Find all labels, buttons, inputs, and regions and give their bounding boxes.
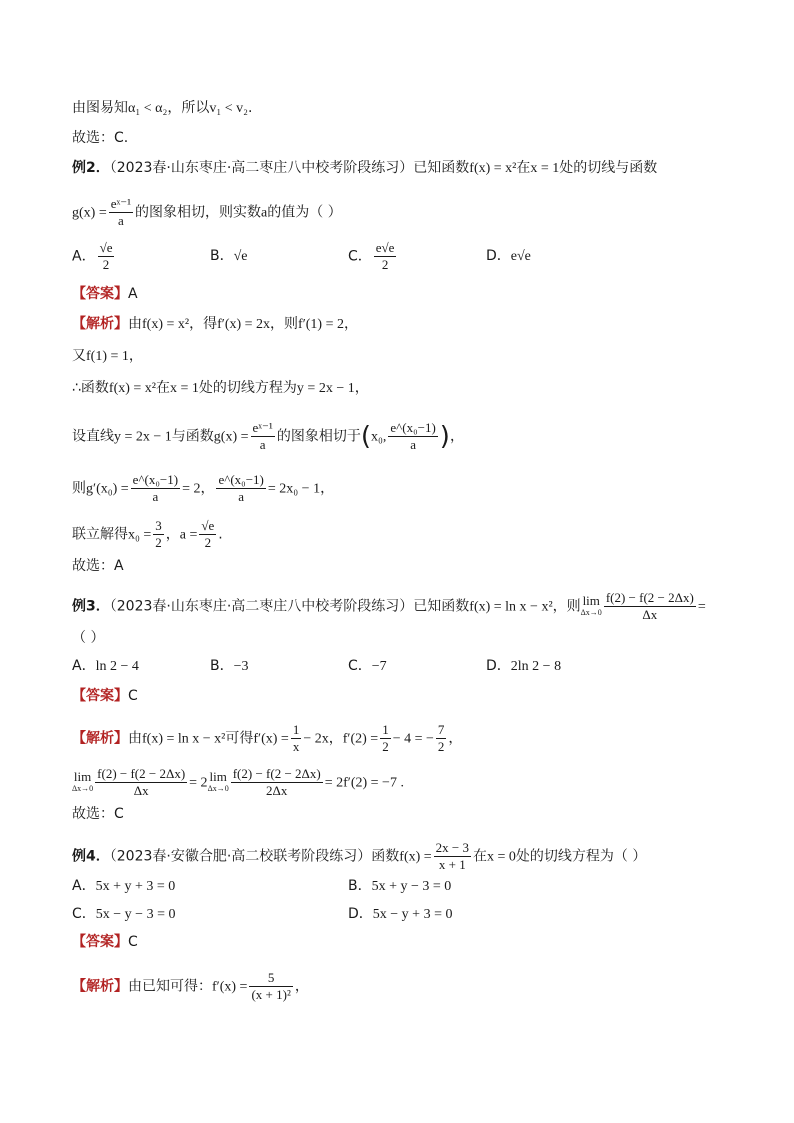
solution-line-4: [72, 420, 464, 453]
solution-line-2: [72, 766, 404, 799]
numerator: f(2) − f(2 − 2Δx): [97, 766, 186, 781]
lim-sub: Δx→0: [580, 607, 602, 617]
option-c[interactable]: [348, 656, 387, 677]
math: g(x) =: [213, 429, 249, 445]
text: 联立解得: [72, 526, 128, 543]
text: ，得: [189, 316, 218, 332]
option-label: C．: [72, 906, 96, 922]
solution-line-5: [72, 472, 334, 505]
text: ，: [449, 428, 464, 445]
numerator: 3: [155, 518, 162, 533]
fraction: [153, 518, 164, 551]
fraction: [95, 766, 187, 799]
denominator: 2: [102, 257, 110, 272]
option-b[interactable]: [210, 246, 248, 267]
text: ，则: [270, 316, 299, 332]
math-alpha: α₁ < α₂: [128, 101, 168, 116]
text: .: [218, 526, 223, 543]
limit: [72, 768, 94, 795]
option-c[interactable]: [72, 904, 175, 925]
answer-line: [72, 932, 138, 952]
option-label: B．: [210, 248, 234, 264]
math: f(x) = x²: [108, 381, 157, 396]
text: 在: [516, 160, 531, 176]
option-c[interactable]: [348, 240, 398, 273]
answer-label: 【答案】: [72, 688, 128, 704]
text: ，: [344, 316, 358, 332]
option-value: ln 2 − 4: [95, 659, 139, 674]
option-value: 5x + y − 3 = 0: [371, 879, 452, 894]
text: 由图易知: [72, 100, 128, 116]
numerator: e^(x₀−1): [390, 420, 436, 435]
fraction: [380, 722, 391, 755]
denominator: a: [410, 437, 416, 452]
numerator: 2x − 3: [435, 840, 470, 855]
text: 处的切线方程为（ ）: [515, 848, 647, 865]
answer-line: [72, 686, 138, 706]
math: x = 1: [530, 161, 560, 176]
fraction: [291, 722, 302, 755]
fraction: [604, 590, 696, 623]
math: f(x) = x²: [469, 161, 517, 176]
choice-text: 故选：A: [72, 558, 124, 574]
denominator: Δx: [133, 783, 149, 798]
math: a: [261, 205, 268, 221]
text: ，所以: [167, 100, 210, 116]
math: f′(2) =: [342, 731, 379, 747]
math: f′(x) =: [253, 731, 289, 747]
denominator: a: [238, 489, 245, 504]
denominator: x: [292, 739, 300, 754]
option-label: D．: [486, 658, 511, 674]
conclusion-line: [72, 98, 252, 119]
option-label: A．: [72, 658, 96, 674]
numerator: 1: [292, 722, 300, 737]
fraction: [388, 420, 437, 453]
numerator: f(2) − f(2 − 2Δx): [605, 590, 694, 605]
math: = 2: [182, 481, 201, 497]
math: = 2x₀ − 1: [267, 481, 321, 497]
math: g(x) =: [72, 205, 107, 221]
denominator: (x + 1)²: [251, 987, 291, 1002]
answer-line: [72, 284, 138, 304]
math: y = 2x − 1: [296, 381, 355, 396]
math: f(x) = ln x − x²: [469, 599, 553, 615]
example-source: （2023春·山东枣庄·高二枣庄八中校考阶段练习）已知函数: [109, 598, 470, 615]
option-a[interactable]: [72, 656, 139, 677]
option-a[interactable]: [72, 240, 116, 273]
solution-line-1: [72, 314, 358, 335]
denominator: 2: [204, 535, 212, 550]
math: f(x) = ln x − x²: [142, 731, 226, 747]
solution-line-6: [72, 518, 223, 551]
lim-sub: Δx→0: [207, 783, 229, 793]
lim-sub: Δx→0: [72, 783, 94, 793]
denominator: a: [152, 489, 159, 504]
text: 可得: [225, 730, 254, 747]
text: 在: [473, 848, 488, 865]
text: 的值为（ ）: [267, 204, 342, 221]
answer-label: 【答案】: [72, 934, 128, 950]
math: = 2: [189, 775, 208, 791]
limit: [580, 592, 602, 619]
solution-choice: [72, 556, 124, 576]
numerator: e^(x₀−1): [132, 472, 179, 487]
numerator: 1: [382, 722, 389, 737]
denominator: x + 1: [438, 857, 466, 872]
solution-choice: [72, 804, 124, 824]
lim-text: lim: [73, 768, 92, 784]
fraction: [109, 196, 133, 229]
text: 在: [156, 380, 171, 396]
option-value: −7: [371, 659, 387, 674]
numerator: 7: [437, 722, 445, 737]
text: ，: [320, 480, 335, 497]
math-v: v₁ < v₂: [209, 101, 248, 116]
text: ，: [200, 480, 215, 497]
text: 与函数: [171, 428, 214, 445]
math: x₀ =: [128, 527, 152, 543]
fraction: [216, 472, 265, 505]
fraction: [98, 240, 115, 273]
text: 处的切线与函数: [559, 160, 658, 176]
numerator: e^(x₀−1): [218, 472, 264, 487]
option-a[interactable]: [72, 876, 175, 897]
fraction: [251, 420, 275, 453]
example-source: （2023春·山东枣庄·高二枣庄八中校考阶段练习）已知函数: [109, 160, 470, 176]
example-2-line-2: [72, 196, 342, 229]
numerator: f(2) − f(2 − 2Δx): [232, 766, 321, 781]
option-value: √e: [233, 249, 248, 264]
answer-value: A: [128, 286, 138, 302]
text: 设直线: [72, 428, 114, 445]
paren: ): [439, 421, 450, 452]
text: 由: [128, 316, 142, 332]
example-2-heading: [72, 158, 657, 179]
option-value: 5x − y − 3 = 0: [95, 907, 176, 922]
analysis-label: 【解析】: [72, 316, 128, 332]
math: f′(x) = 2x: [217, 317, 271, 332]
solution-line-1: [72, 722, 462, 755]
math: = 2f′(2) = −7 .: [324, 775, 404, 791]
paren: (: [360, 421, 371, 452]
text: 由已知可得：: [128, 978, 212, 995]
math: − 2x: [303, 731, 329, 747]
option-label: D．: [486, 248, 511, 264]
numerator: √e: [99, 240, 113, 255]
choice-line: [72, 128, 128, 148]
example-label: 例3．: [72, 598, 110, 615]
option-label: C．: [348, 248, 372, 265]
option-label: A．: [72, 878, 96, 894]
example-3-paren: [72, 628, 104, 648]
option-label: C．: [348, 658, 372, 674]
text: ，则: [552, 598, 581, 615]
option-value: e√e: [510, 249, 531, 264]
text: .: [248, 100, 253, 116]
option-label: B．: [348, 878, 372, 894]
example-label: 例2．: [72, 160, 110, 176]
choice-text: 故选：C: [72, 806, 124, 822]
fraction: [249, 970, 292, 1003]
option-value: 5x − y + 3 = 0: [372, 907, 453, 922]
option-b[interactable]: [210, 656, 249, 677]
option-d[interactable]: [348, 904, 452, 925]
text: ，: [448, 730, 463, 747]
fraction: [434, 840, 471, 873]
option-value: 5x + y + 3 = 0: [95, 879, 176, 894]
text: ，: [294, 978, 309, 995]
solution-line-1: [72, 970, 309, 1003]
math: g′(x₀) =: [86, 481, 129, 497]
text: ，: [328, 730, 343, 747]
text: ，: [354, 380, 369, 396]
answer-value: C: [128, 934, 138, 950]
numerator: eˣ⁻¹: [252, 420, 273, 435]
example-4-heading: [72, 840, 646, 873]
option-label: B．: [210, 658, 234, 674]
numerator: eˣ⁻¹: [110, 196, 132, 211]
solution-line-3: [72, 378, 369, 399]
math: x = 0: [487, 849, 516, 865]
denominator: a: [117, 213, 124, 228]
denominator: 2: [382, 739, 389, 754]
denominator: Δx: [642, 607, 658, 622]
math: a =: [179, 527, 198, 543]
text: ∴函数: [72, 380, 109, 396]
fraction: [374, 240, 397, 273]
numerator: 5: [249, 970, 292, 987]
math: x = 1: [170, 381, 199, 396]
fraction: [199, 518, 216, 551]
option-b[interactable]: [348, 876, 451, 897]
solution-line-2: [72, 346, 143, 367]
choice-text: 故选：C.: [72, 130, 129, 146]
denominator: 2: [437, 739, 445, 754]
math: f′(x) =: [212, 979, 248, 995]
example-source: （2023春·安徽合肥·高二校联考阶段练习）函数: [109, 848, 400, 865]
math: f(x) = x²: [142, 317, 190, 332]
lim-text: lim: [209, 768, 227, 784]
math: x₀,: [370, 429, 387, 445]
lim-text: lim: [582, 592, 600, 608]
option-label: D．: [348, 906, 373, 922]
analysis-label: 【解析】: [72, 730, 128, 747]
text: 的图象相切于: [276, 428, 361, 445]
fraction: [436, 722, 447, 755]
option-d[interactable]: [486, 246, 531, 267]
math: f′(1) = 2: [298, 317, 344, 332]
text: ，: [165, 526, 180, 543]
answer-value: C: [128, 688, 138, 704]
option-value: −3: [233, 659, 249, 674]
math: =: [697, 599, 706, 615]
example-label: 例4．: [72, 848, 110, 865]
answer-label: 【答案】: [72, 286, 128, 302]
option-d[interactable]: [486, 656, 561, 677]
numerator: e√e: [375, 240, 395, 255]
numerator: √e: [201, 518, 215, 533]
text: 则: [72, 480, 86, 497]
math: f(1) = 1: [86, 349, 129, 364]
option-label: A．: [72, 248, 96, 265]
denominator: 2: [155, 535, 162, 550]
analysis-label: 【解析】: [72, 978, 128, 995]
math: y = 2x − 1: [114, 429, 172, 445]
text: （ ）: [72, 630, 105, 646]
text: 处的切线方程为: [198, 380, 297, 396]
text: ，: [128, 348, 143, 364]
text: 的图象相切，则实数: [135, 204, 262, 221]
denominator: 2Δx: [266, 783, 288, 798]
example-3-heading: [72, 590, 706, 623]
math: − 4 = −: [392, 731, 434, 747]
limit: [207, 768, 229, 795]
denominator: 2: [381, 257, 389, 272]
math: f(x) =: [399, 849, 432, 865]
fraction: [231, 766, 323, 799]
text: 又: [72, 348, 86, 364]
option-value: 2ln 2 − 8: [510, 659, 562, 674]
fraction: [131, 472, 180, 505]
text: 由: [128, 730, 142, 747]
denominator: a: [259, 437, 266, 452]
